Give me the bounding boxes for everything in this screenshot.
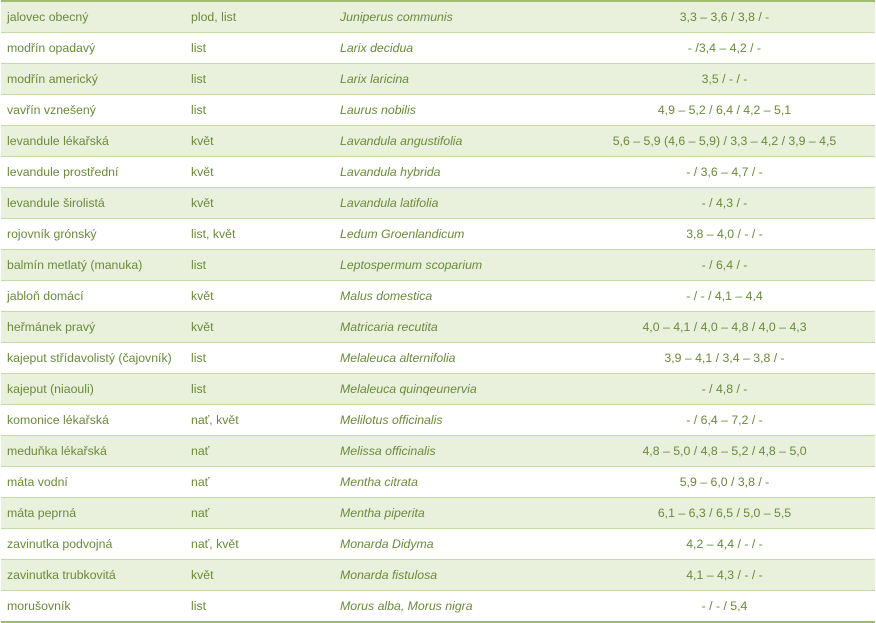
plant-latin-name-cell: Larix laricina [334, 64, 574, 95]
plant-latin-name-cell: Melissa officinalis [334, 436, 574, 467]
plant-common-name-cell: modřín opadavý [1, 33, 185, 64]
plant-values-cell: - / 6,4 – 7,2 / - [574, 405, 875, 436]
plant-values-cell: 3,5 / - / - [574, 64, 875, 95]
plant-part-cell: květ [185, 126, 334, 157]
plant-common-name-cell: levandule lékařská [1, 126, 185, 157]
table-row [1, 1, 875, 33]
table-row [1, 374, 875, 405]
plant-latin-name-cell: Morus alba, Morus nigra [334, 591, 574, 623]
table-row [1, 33, 875, 64]
plant-common-name-cell: levandule prostřední [1, 157, 185, 188]
table-row [1, 250, 875, 281]
plant-values-cell: - / 4,8 / - [574, 374, 875, 405]
plant-part-cell: list [185, 95, 334, 126]
table-row [1, 95, 875, 126]
plant-common-name-cell: zavinutka podvojná [1, 529, 185, 560]
plant-part-cell: list [185, 33, 334, 64]
plant-values-cell: 5,6 – 5,9 (4,6 – 5,9) / 3,3 – 4,2 / 3,9 – 4,5 [574, 126, 875, 157]
plant-values-cell: 3,8 – 4,0 / - / - [574, 219, 875, 250]
plant-latin-name-cell: Malus domestica [334, 281, 574, 312]
plant-values-cell: 3,9 – 4,1 / 3,4 – 3,8 / - [574, 343, 875, 374]
plant-part-cell: nať [185, 436, 334, 467]
plant-table-body [1, 1, 875, 622]
plant-common-name-cell: balmín metlatý (manuka) [1, 250, 185, 281]
plant-part-cell: květ [185, 188, 334, 219]
plant-latin-name-cell: Matricaria recutita [334, 312, 574, 343]
table-row [1, 64, 875, 95]
plant-latin-name-cell: Lavandula angustifolia [334, 126, 574, 157]
plant-common-name-cell: zavinutka trubkovitá [1, 560, 185, 591]
table-row [1, 126, 875, 157]
plant-common-name-cell: rojovník grónský [1, 219, 185, 250]
plant-part-cell: list, květ [185, 219, 334, 250]
plant-part-cell: květ [185, 157, 334, 188]
plant-values-cell: - / 4,3 / - [574, 188, 875, 219]
plant-part-cell: květ [185, 281, 334, 312]
plant-values-cell: - /3,4 – 4,2 / - [574, 33, 875, 64]
plant-latin-name-cell: Larix decidua [334, 33, 574, 64]
plant-part-cell: list [185, 374, 334, 405]
table-row [1, 405, 875, 436]
plant-common-name-cell: jalovec obecný [1, 1, 185, 33]
plant-latin-name-cell: Monarda fistulosa [334, 560, 574, 591]
plant-values-cell: 3,3 – 3,6 / 3,8 / - [574, 1, 875, 33]
plant-part-cell: list [185, 591, 334, 623]
plant-latin-name-cell: Leptospermum scoparium [334, 250, 574, 281]
plant-latin-name-cell: Melilotus officinalis [334, 405, 574, 436]
plant-common-name-cell: komonice lékařská [1, 405, 185, 436]
plant-values-cell: 4,9 – 5,2 / 6,4 / 4,2 – 5,1 [574, 95, 875, 126]
table-row [1, 436, 875, 467]
plant-latin-name-cell: Lavandula latifolia [334, 188, 574, 219]
plant-values-cell: 4,8 – 5,0 / 4,8 – 5,2 / 4,8 – 5,0 [574, 436, 875, 467]
plant-common-name-cell: kajeput střídavolistý (čajovník) [1, 343, 185, 374]
table-row [1, 219, 875, 250]
table-row [1, 281, 875, 312]
plant-common-name-cell: jabloň domácí [1, 281, 185, 312]
plant-common-name-cell: máta peprná [1, 498, 185, 529]
table-row [1, 467, 875, 498]
table-row [1, 343, 875, 374]
plant-common-name-cell: morušovník [1, 591, 185, 623]
plant-part-cell: nať [185, 498, 334, 529]
plant-latin-name-cell: Melaleuca alternifolia [334, 343, 574, 374]
plant-common-name-cell: vavřín vznešený [1, 95, 185, 126]
plant-part-cell: list [185, 64, 334, 95]
table-row [1, 591, 875, 623]
plant-part-cell: plod, list [185, 1, 334, 33]
plant-common-name-cell: modřín americký [1, 64, 185, 95]
table-row [1, 188, 875, 219]
plant-table [1, 0, 875, 623]
plant-common-name-cell: heřmánek pravý [1, 312, 185, 343]
table-row [1, 560, 875, 591]
plant-latin-name-cell: Mentha citrata [334, 467, 574, 498]
plant-part-cell: květ [185, 312, 334, 343]
plant-values-cell: - / - / 4,1 – 4,4 [574, 281, 875, 312]
plant-values-cell: 5,9 – 6,0 / 3,8 / - [574, 467, 875, 498]
plant-values-cell: 4,1 – 4,3 / - / - [574, 560, 875, 591]
plant-latin-name-cell: Mentha piperita [334, 498, 574, 529]
plant-part-cell: nať, květ [185, 405, 334, 436]
table-row [1, 312, 875, 343]
plant-values-cell: - / 6,4 / - [574, 250, 875, 281]
plant-table-container [1, 0, 875, 611]
plant-part-cell: list [185, 250, 334, 281]
plant-latin-name-cell: Melaleuca quinqeunervia [334, 374, 574, 405]
plant-common-name-cell: levandule širolistá [1, 188, 185, 219]
plant-part-cell: list [185, 343, 334, 374]
plant-values-cell: 6,1 – 6,3 / 6,5 / 5,0 – 5,5 [574, 498, 875, 529]
plant-latin-name-cell: Monarda Didyma [334, 529, 574, 560]
plant-part-cell: nať [185, 467, 334, 498]
plant-latin-name-cell: Laurus nobilis [334, 95, 574, 126]
table-row [1, 529, 875, 560]
plant-latin-name-cell: Ledum Groenlandicum [334, 219, 574, 250]
plant-common-name-cell: kajeput (niaouli) [1, 374, 185, 405]
plant-common-name-cell: meduňka lékařská [1, 436, 185, 467]
plant-common-name-cell: máta vodní [1, 467, 185, 498]
plant-values-cell: - / - / 5,4 [574, 591, 875, 623]
plant-values-cell: - / 3,6 – 4,7 / - [574, 157, 875, 188]
plant-values-cell: 4,2 – 4,4 / - / - [574, 529, 875, 560]
table-row [1, 157, 875, 188]
plant-values-cell: 4,0 – 4,1 / 4,0 – 4,8 / 4,0 – 4,3 [574, 312, 875, 343]
plant-latin-name-cell: Juniperus communis [334, 1, 574, 33]
plant-latin-name-cell: Lavandula hybrida [334, 157, 574, 188]
plant-part-cell: květ [185, 560, 334, 591]
plant-part-cell: nať, květ [185, 529, 334, 560]
table-row [1, 498, 875, 529]
